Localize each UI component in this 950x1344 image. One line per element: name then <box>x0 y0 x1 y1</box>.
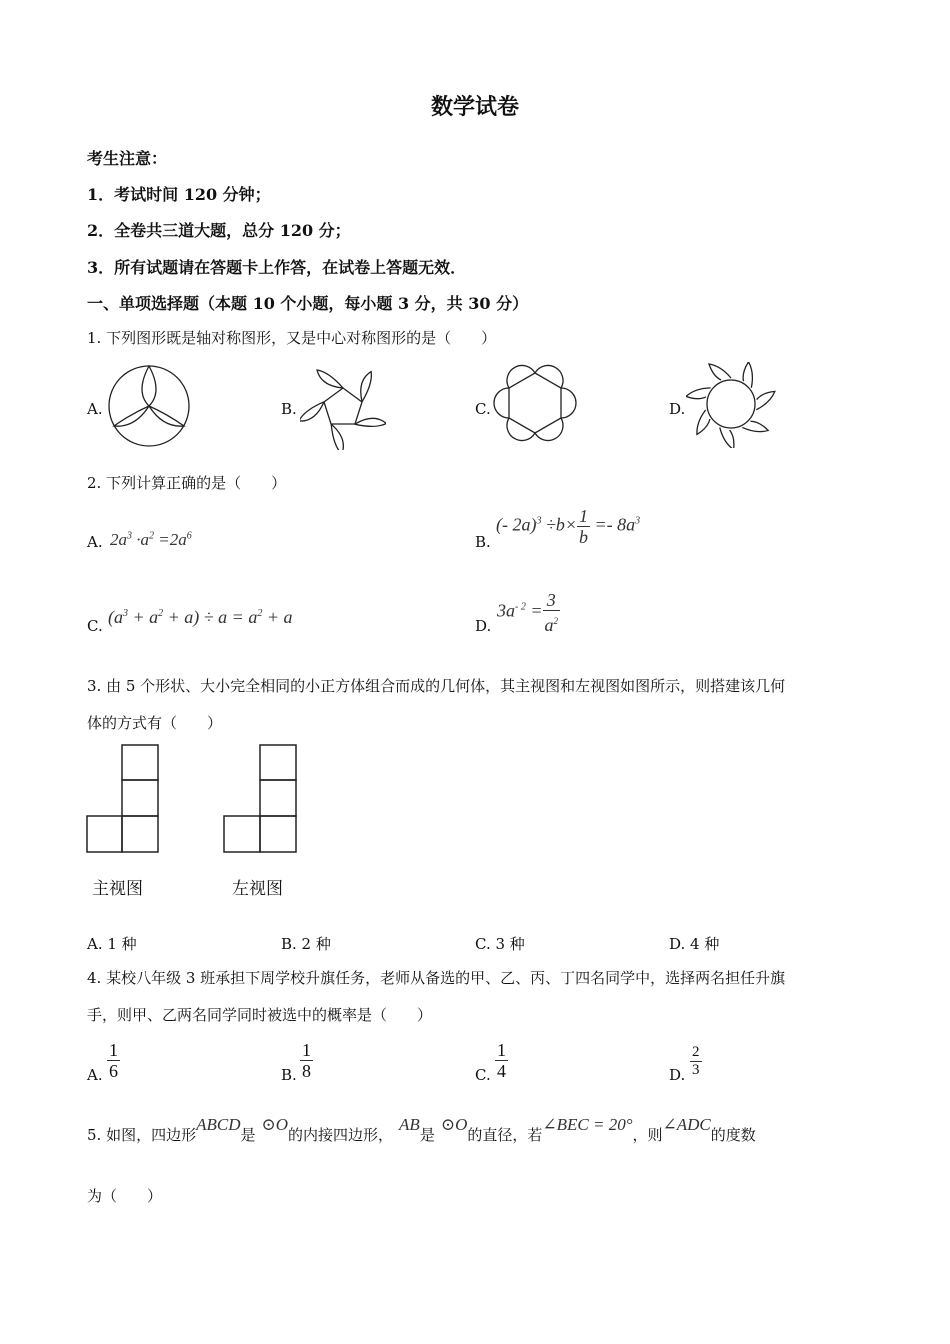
three-petal-circle-icon <box>105 362 195 452</box>
front-view-diagram <box>86 744 162 854</box>
q2-option-b-expr: (- 2a)$^3$ ÷b× $\frac{1}{b}$ =- $8a^3$ <box>496 506 641 547</box>
q1-option-c-label: C. <box>475 400 491 418</box>
q3-option-a: A. 1 种 <box>87 935 137 953</box>
notice-item-2: 2．全卷共三道大题，总分 120 分； <box>87 221 351 240</box>
q1-option-a-label: A. <box>87 400 103 418</box>
front-view-label: 主视图 <box>92 879 143 899</box>
q4-option-c-label: C. <box>475 1066 491 1084</box>
q4-option-b-fraction: $\frac{1}{8}$ <box>302 1040 311 1081</box>
section-heading: 一、单项选择题（本题 10 个小题，每小题 3 分，共 30 分） <box>87 294 529 313</box>
q4-option-b-label: B. <box>281 1066 297 1084</box>
six-arc-hexagon-icon <box>490 358 580 448</box>
notice-heading: 考生注意： <box>87 149 168 168</box>
q1-stem: 1. 下列图形既是轴对称图形，又是中心对称图形的是（ ） <box>87 329 497 347</box>
q2-stem: 2. 下列计算正确的是（ ） <box>87 474 287 492</box>
q4-stem-line2: 手，则甲、乙两名同学同时被选中的概率是（ ） <box>87 1006 433 1024</box>
q4-option-a-fraction: $\frac{1}{6}$ <box>109 1040 118 1081</box>
q2-option-c-label: C. <box>87 617 103 635</box>
q2-option-a-label: A. <box>87 533 103 551</box>
q3-option-b: B. 2 种 <box>281 935 331 953</box>
q4-option-d-label: D. <box>669 1066 686 1084</box>
q2-option-c-expr: $(a^3 + a^2 + a) \div a = a^2 + a$ <box>108 607 293 627</box>
q3-stem-line2: 体的方式有（ ） <box>87 714 223 732</box>
q2-option-b-label: B. <box>475 533 491 551</box>
q2-option-d-expr: $3a^{- 2}$ = $\frac{3}{a^2}$ <box>497 590 558 635</box>
notice-item-1: 1．考试时间 120 分钟； <box>87 185 271 204</box>
q3-option-d: D. 4 种 <box>669 935 720 953</box>
q4-option-c-fraction: $\frac{1}{4}$ <box>497 1040 506 1081</box>
seven-petal-flower-icon <box>686 362 776 448</box>
q1-option-d-label: D. <box>669 400 686 418</box>
q5-stem-line2: 为（ ） <box>87 1187 163 1205</box>
q2-option-a-expr: $2a^3 \cdot a^2 =2a^6$ <box>110 530 192 549</box>
q2-option-d-label: D. <box>475 617 492 635</box>
side-view-diagram <box>223 744 299 854</box>
notice-item-3: 3．所有试题请在答题卡上作答，在试卷上答题无效． <box>87 258 467 277</box>
q4-option-d-fraction: $\frac{2}{3}$ <box>692 1044 700 1078</box>
page-title: 数学试卷 <box>430 94 519 120</box>
q4-stem-line1: 4. 某校八年级 3 班承担下周学校升旗任务，老师从备选的甲、乙、丙、丁四名同学中，选择两名担任升旗 <box>87 969 786 987</box>
five-petal-flower-icon <box>300 364 386 450</box>
side-view-label: 左视图 <box>232 879 283 899</box>
q5-stem-line1: 5. 如图，四边形ABCD是⊙O的内接四边形，AB是⊙O的直径，若∠BEC = 20°，则∠ADC的度数 <box>87 1115 756 1144</box>
q1-option-b-label: B. <box>281 400 297 418</box>
q3-stem-line1: 3. 由 5 个形状、大小完全相同的小正方体组合而成的几何体，其主视图和左视图如图所示，则搭建该几何 <box>87 677 786 695</box>
q4-option-a-label: A. <box>87 1066 103 1084</box>
q3-option-c: C. 3 种 <box>475 935 525 953</box>
